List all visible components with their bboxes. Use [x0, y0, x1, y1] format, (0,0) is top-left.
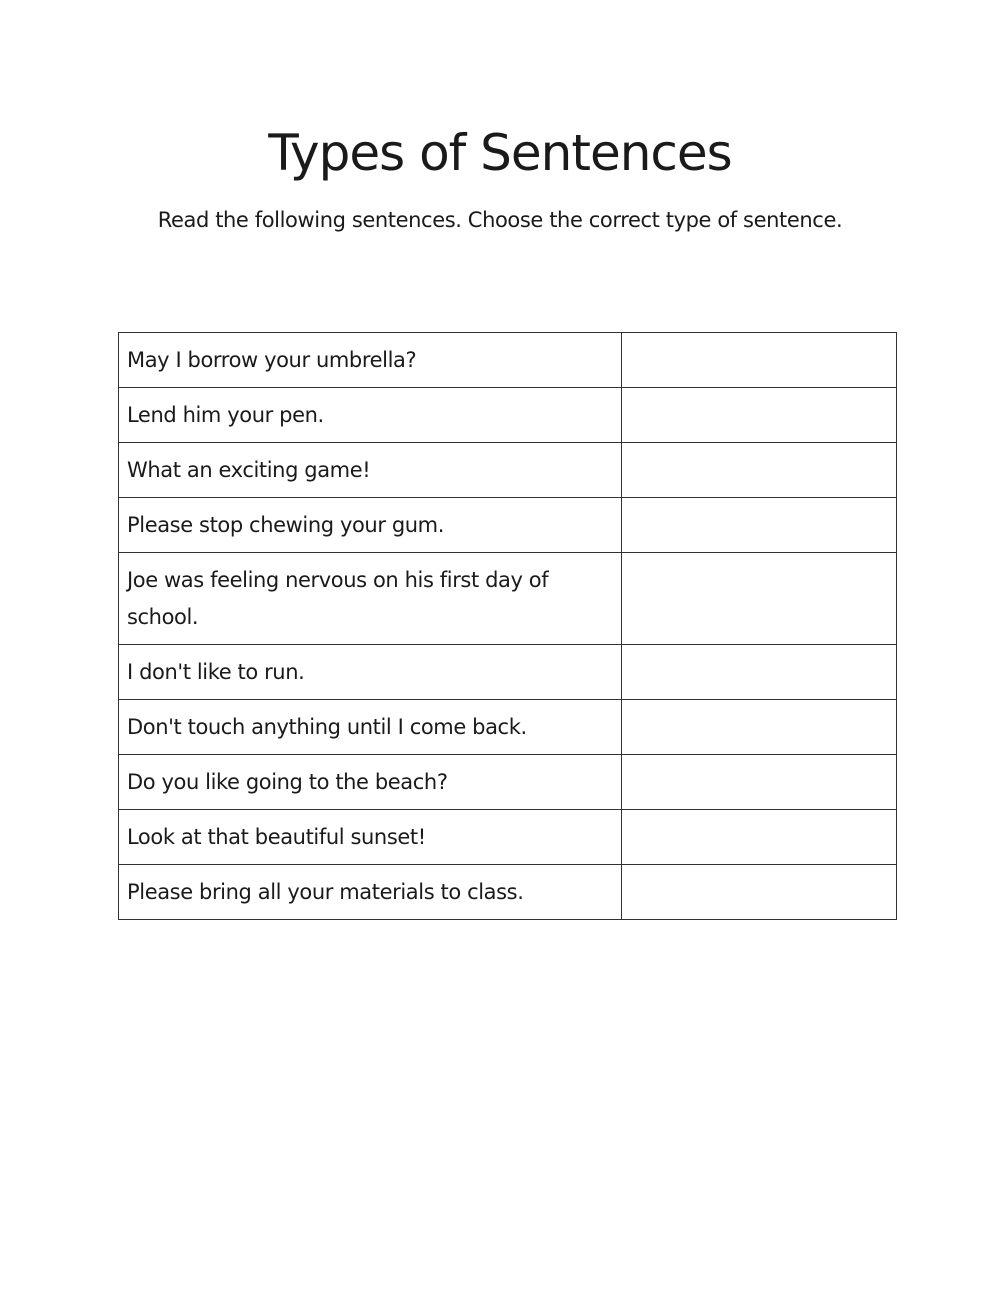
sentence-cell: Joe was feeling nervous on his first day of school.	[119, 553, 622, 645]
answer-cell[interactable]	[622, 553, 897, 645]
answer-cell[interactable]	[622, 810, 897, 865]
sentence-cell: Don't touch anything until I come back.	[119, 700, 622, 755]
sentence-cell: Please stop chewing your gum.	[119, 498, 622, 553]
sentence-cell: I don't like to run.	[119, 645, 622, 700]
table-row	[119, 333, 897, 388]
answer-cell[interactable]	[622, 700, 897, 755]
worksheet-instructions: Read the following sentences. Choose the correct type of sentence.	[157, 208, 843, 232]
answer-cell[interactable]	[622, 645, 897, 700]
sentence-cell: May I borrow your umbrella?	[119, 333, 622, 388]
table-row	[119, 810, 897, 865]
table-row	[119, 553, 897, 645]
table-row	[119, 700, 897, 755]
table-row	[119, 443, 897, 498]
sentence-cell: Lend him your pen.	[119, 388, 622, 443]
answer-cell[interactable]	[622, 388, 897, 443]
worksheet-title: Types of Sentences	[268, 124, 732, 182]
answer-cell[interactable]	[622, 443, 897, 498]
answer-cell[interactable]	[622, 755, 897, 810]
table-row	[119, 755, 897, 810]
sentence-table	[118, 332, 897, 920]
sentence-cell: Look at that beautiful sunset!	[119, 810, 622, 865]
sentence-cell: Do you like going to the beach?	[119, 755, 622, 810]
answer-cell[interactable]	[622, 498, 897, 553]
table-row	[119, 498, 897, 553]
table-row	[119, 645, 897, 700]
answer-cell[interactable]	[622, 333, 897, 388]
answer-cell[interactable]	[622, 865, 897, 920]
table-row	[119, 388, 897, 443]
table-row	[119, 865, 897, 920]
sentence-cell: What an exciting game!	[119, 443, 622, 498]
sentence-cell: Please bring all your materials to class.	[119, 865, 622, 920]
